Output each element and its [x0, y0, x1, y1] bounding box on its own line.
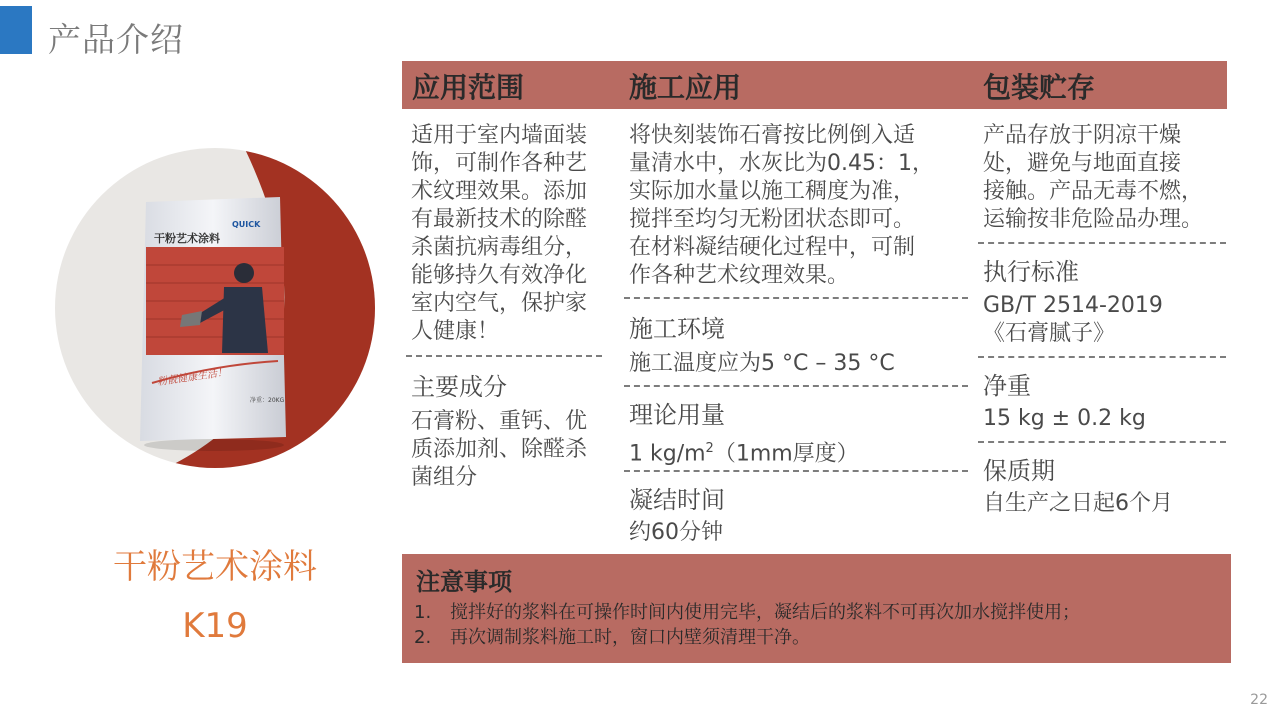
note-item: 1. 搅拌好的浆料在可操作时间内使用完毕，凝结后的浆料不可再次加水搅拌使用；: [414, 602, 1080, 623]
heading-storage: 包装贮存: [983, 71, 1096, 104]
ingredients-value: 石膏粉、重钙、优 质添加剂、除醛杀 菌组分: [411, 409, 588, 490]
divider: [978, 356, 1226, 358]
ingredients-label: 主要成分: [411, 373, 507, 401]
scope-description: 适用于室内墙面装 饰，可制作各种艺 术纹理效果。添加 有最新技术的除醛 杀菌抗病毒组分， 能够持久有效净化 室内空气，保护家 人健康！: [411, 123, 588, 344]
page-title: 产品介绍: [48, 20, 184, 59]
divider: [624, 385, 968, 387]
divider: [978, 242, 1226, 244]
title-accent-bar: [0, 6, 32, 54]
notes-list: [414, 600, 1080, 650]
bag-brand: QUICK: [232, 220, 261, 229]
divider: [624, 470, 968, 472]
environment-label: 施工环境: [629, 315, 725, 343]
shelf-life-value: 自生产之日起6个月: [983, 491, 1173, 516]
environment-value: 施工温度应为5 °C – 35 °C: [629, 351, 895, 376]
product-image: [54, 147, 376, 469]
setting-time-value: 约60分钟: [629, 520, 723, 545]
net-weight-label: 净重: [983, 372, 1031, 400]
bag-title: 干粉艺术涂料: [154, 232, 220, 245]
usage-value: 1 $kg/m^2(1mm$厚度）: [629, 441, 859, 467]
standard-label: 执行标准: [983, 258, 1079, 286]
heading-application-scope: 应用范围: [412, 71, 525, 104]
product-model: K19: [182, 606, 248, 646]
divider: [406, 355, 602, 357]
product-name: 干粉艺术涂料: [113, 547, 317, 587]
heading-construction: 施工应用: [629, 71, 742, 104]
standard-value: GB/T 2514-2019 《石膏腻子》: [983, 293, 1163, 346]
note-item: 2. 再次调制浆料施工时，窗口内壁须清理干净。: [414, 627, 810, 648]
shelf-life-label: 保质期: [983, 457, 1055, 485]
divider: [624, 297, 968, 299]
product-bag-illustration: [54, 147, 376, 469]
construction-description: 将快刻装饰石膏按比例倒入适 量清水中，水灰比为0.45：1， 实际加水量以施工稠度为准， 搅拌至均匀无粉团状态即可。 在材料凝结硬化过程中，可制 作各种艺术纹理效果。: [629, 123, 934, 288]
table-header-band: [402, 61, 1227, 109]
divider: [978, 441, 1226, 443]
storage-description: 产品存放于阴凉干燥 处，避免与地面直接 接触。产品无毒不燃， 运输按非危险品办理。: [983, 123, 1204, 232]
notes-box: [402, 554, 1231, 663]
setting-time-label: 凝结时间: [629, 486, 725, 514]
bag-weight: 净重：20KG: [250, 397, 285, 404]
usage-label: 理论用量: [629, 401, 725, 429]
page-number: 22: [1250, 692, 1268, 708]
bag-slogan: 粉靓健康生活！: [156, 367, 228, 388]
notes-title: 注意事项: [416, 568, 512, 596]
net-weight-value: 15 kg ± 0.2 kg: [983, 406, 1146, 431]
